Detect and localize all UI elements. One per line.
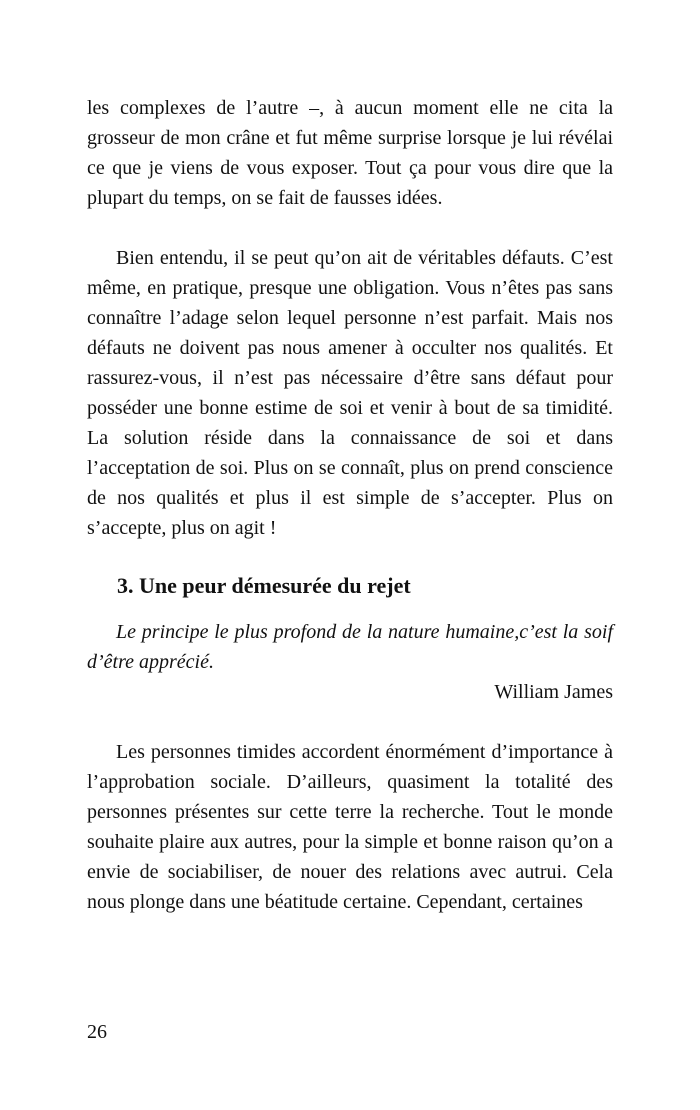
paragraph-3: Les personnes timides accordent énormément d’importance à l’approbation sociale. D’ailleurs, quasiment la totalité des personnes présentes sur cette terre la recherche. Tout le monde souhaite plaire aux autres, pour la simple et bonne raison qu’on a envie de sociabiliser, de nouer des relations avec autrui. Cela nous plonge dans une béatitude certaine. Cependant, certaines — [87, 741, 613, 913]
paragraph-2: Bien entendu, il se peut qu’on ait de véritables défauts. C’est même, en pratique, presque une obligation. Vous n’êtes pas sans connaître l’adage selon lequel personne n’est parfait. Mais nos défauts ne doivent pas nous amener à occulter nos qualités. Et rassurez-vous, il n’est pas nécessaire d’être sans défaut pour posséder une bonne estime de soi et venir à bout de sa timidité. La solution réside dans la connaissance de soi et dans l’acceptation de soi. Plus on se connaît, plus on prend conscience de nos qualités et plus il est simple de s’accepter. Plus on s’accepte, plus on agit ! — [87, 247, 613, 539]
epigraph-author: William James — [494, 681, 613, 703]
page-content — [87, 93, 613, 917]
paragraph-1: les complexes de l’autre –, à aucun moment elle ne cita la grosseur de mon crâne et fut même surprise lorsque je lui révélai ce que je viens de vous exposer. Tout ça pour vous dire que la plupart du temps, on se fait de fausses idées. — [87, 97, 613, 209]
page-number: 26 — [87, 1021, 107, 1043]
epigraph-quote: Le principe le plus profond de la nature humaine,c’est la soif d’être apprécié. — [87, 621, 613, 673]
section-heading: 3. Une peur démesurée du rejet — [117, 573, 411, 598]
